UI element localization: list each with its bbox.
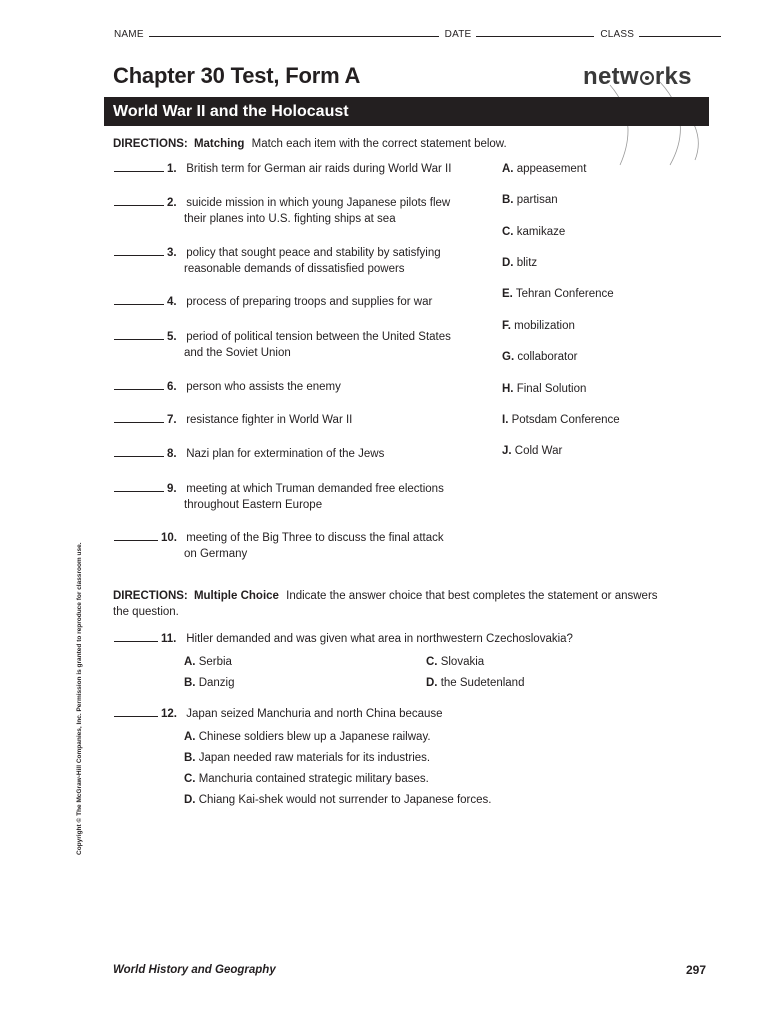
question-text: meeting of the Big Three to discuss the final attack bbox=[186, 532, 444, 544]
answer-option-d bbox=[502, 255, 537, 271]
name-label: NAME bbox=[114, 29, 144, 40]
answer-letter: C. bbox=[502, 226, 514, 238]
question-text: Japan seized Manchuria and north China because bbox=[186, 708, 443, 720]
answer-blank[interactable] bbox=[114, 481, 164, 492]
class-blank[interactable] bbox=[639, 26, 721, 37]
q12-choice-d bbox=[184, 792, 491, 808]
page-title: Chapter 30 Test, Form A bbox=[113, 63, 361, 88]
answer-blank[interactable] bbox=[114, 195, 164, 206]
question-number: 12. bbox=[161, 708, 177, 720]
answer-blank[interactable] bbox=[114, 294, 164, 305]
answer-letter: F. bbox=[502, 320, 511, 332]
choice-text: Manchuria contained strategic military bases. bbox=[198, 773, 429, 785]
choice-letter: A. bbox=[184, 731, 196, 743]
choice-text: Serbia bbox=[198, 656, 232, 668]
question-number: 10. bbox=[161, 532, 177, 544]
answer-option-i bbox=[502, 412, 620, 428]
choice-text: Chiang Kai-shek would not surrender to Japanese forces. bbox=[198, 794, 492, 806]
matching-question-4 bbox=[114, 294, 432, 310]
question-number: 7. bbox=[167, 414, 177, 426]
question-text: Hitler demanded and was given what area in northwestern Czechoslovakia? bbox=[186, 633, 573, 645]
answer-text: Cold War bbox=[514, 445, 563, 457]
answer-option-a bbox=[502, 161, 586, 177]
question-text: British term for German air raids during World War II bbox=[186, 163, 452, 175]
question-number: 5. bbox=[167, 331, 177, 343]
question-number: 1. bbox=[167, 163, 177, 175]
mc-question-11 bbox=[114, 631, 573, 647]
question-text: person who assists the enemy bbox=[186, 381, 341, 393]
choice-letter: C. bbox=[184, 773, 196, 785]
answer-letter: A. bbox=[502, 163, 514, 175]
question-number: 3. bbox=[167, 247, 177, 259]
question-text: resistance fighter in World War II bbox=[186, 414, 353, 426]
answer-blank[interactable] bbox=[114, 245, 164, 256]
q11-choice-d bbox=[426, 675, 524, 691]
question-text: Nazi plan for extermination of the Jews bbox=[186, 448, 385, 460]
date-label: DATE bbox=[444, 29, 472, 40]
q12-choice-b bbox=[184, 750, 430, 766]
answer-letter: I. bbox=[502, 414, 509, 426]
answer-letter: G. bbox=[502, 351, 515, 363]
question-text: suicide mission in which young Japanese pilots flew bbox=[186, 197, 451, 209]
q12-choice-a bbox=[184, 729, 431, 745]
choice-letter: D. bbox=[184, 794, 196, 806]
multiple-choice-directions-cont: the question. bbox=[113, 606, 179, 618]
answer-letter: D. bbox=[502, 257, 514, 269]
question-number: 4. bbox=[167, 296, 177, 308]
question-text-cont: throughout Eastern Europe bbox=[184, 499, 323, 511]
matching-question-2 bbox=[114, 195, 450, 227]
q11-choice-c bbox=[426, 654, 484, 670]
choice-letter: C. bbox=[426, 656, 438, 668]
chapter-subtitle-band: World War II and the Holocaust bbox=[104, 97, 709, 126]
question-text-cont: and the Soviet Union bbox=[184, 347, 291, 359]
question-number: 2. bbox=[167, 197, 177, 209]
answer-blank[interactable] bbox=[114, 329, 164, 340]
q12-choice-c bbox=[184, 771, 429, 787]
answer-text: appeasement bbox=[516, 163, 587, 175]
question-text: period of political tension between the United States bbox=[186, 331, 451, 343]
class-label: CLASS bbox=[600, 29, 635, 40]
choice-letter: B. bbox=[184, 677, 196, 689]
answer-option-b bbox=[502, 192, 558, 208]
directions-label: DIRECTIONS: bbox=[113, 138, 188, 150]
answer-option-e bbox=[502, 286, 614, 302]
choice-text: Chinese soldiers blew up a Japanese railway. bbox=[198, 731, 431, 743]
question-number: 9. bbox=[167, 483, 177, 495]
answer-blank[interactable] bbox=[114, 379, 164, 390]
answer-option-j bbox=[502, 443, 562, 459]
choice-text: Danzig bbox=[198, 677, 235, 689]
question-text: process of preparing troops and supplies for war bbox=[186, 296, 433, 308]
choice-text: Japan needed raw materials for its industries. bbox=[198, 752, 431, 764]
answer-blank[interactable] bbox=[114, 706, 158, 717]
q11-choice-a bbox=[184, 654, 232, 670]
matching-question-8 bbox=[114, 446, 384, 462]
question-text: meeting at which Truman demanded free elections bbox=[186, 483, 444, 495]
answer-letter: J. bbox=[502, 445, 512, 457]
choice-letter: A. bbox=[184, 656, 196, 668]
question-text-cont: their planes into U.S. fighting ships at sea bbox=[184, 213, 396, 225]
directions-text: Match each item with the correct statement below. bbox=[251, 138, 507, 150]
matching-question-6 bbox=[114, 379, 341, 395]
choice-text: Slovakia bbox=[440, 656, 485, 668]
logo-text-start: netw bbox=[583, 63, 639, 90]
answer-blank[interactable] bbox=[114, 412, 164, 423]
answer-letter: H. bbox=[502, 383, 514, 395]
question-number: 6. bbox=[167, 381, 177, 393]
matching-question-1 bbox=[114, 161, 451, 177]
answer-text: Final Solution bbox=[516, 383, 587, 395]
choice-letter: D. bbox=[426, 677, 438, 689]
answer-letter: E. bbox=[502, 288, 513, 300]
answer-option-f bbox=[502, 318, 575, 334]
answer-blank[interactable] bbox=[114, 446, 164, 457]
directions-label: DIRECTIONS: bbox=[113, 590, 188, 602]
directions-type: Multiple Choice bbox=[193, 590, 279, 602]
answer-option-c bbox=[502, 224, 565, 240]
answer-text: Potsdam Conference bbox=[511, 414, 620, 426]
answer-option-h bbox=[502, 381, 586, 397]
directions-text: Indicate the answer choice that best completes the statement or answers bbox=[286, 590, 658, 602]
answer-text: mobilization bbox=[514, 320, 575, 332]
matching-question-10 bbox=[114, 530, 444, 562]
answer-blank[interactable] bbox=[114, 530, 158, 541]
question-number: 11. bbox=[161, 633, 177, 645]
directions-type: Matching bbox=[193, 138, 245, 150]
footer-book-title: World History and Geography bbox=[113, 964, 276, 976]
footer-page-number: 297 bbox=[686, 963, 707, 977]
logo-text-end: rks bbox=[654, 63, 692, 90]
choice-text: the Sudetenland bbox=[440, 677, 525, 689]
q11-choice-b bbox=[184, 675, 235, 691]
answer-letter: B. bbox=[502, 194, 514, 206]
question-text-cont: on Germany bbox=[184, 548, 248, 560]
answer-option-g bbox=[502, 349, 577, 365]
matching-question-7 bbox=[114, 412, 352, 428]
header-fields bbox=[114, 26, 721, 40]
answer-text: partisan bbox=[516, 194, 558, 206]
multiple-choice-directions bbox=[113, 588, 658, 604]
answer-text: Tehran Conference bbox=[515, 288, 614, 300]
question-text-cont: reasonable demands of dissatisfied powers bbox=[184, 263, 405, 275]
matching-question-9 bbox=[114, 481, 444, 513]
mc-question-12 bbox=[114, 706, 443, 722]
answer-text: collaborator bbox=[517, 351, 578, 363]
choice-letter: B. bbox=[184, 752, 196, 764]
date-blank[interactable] bbox=[476, 26, 594, 37]
answer-text: blitz bbox=[516, 257, 538, 269]
matching-question-3 bbox=[114, 245, 441, 277]
name-blank[interactable] bbox=[149, 26, 439, 37]
question-text: policy that sought peace and stability by satisfying bbox=[186, 247, 441, 259]
matching-question-5 bbox=[114, 329, 451, 361]
answer-text: kamikaze bbox=[516, 226, 566, 238]
matching-directions bbox=[113, 136, 507, 152]
answer-blank[interactable] bbox=[114, 161, 164, 172]
answer-blank[interactable] bbox=[114, 631, 158, 642]
copyright-notice: Copyright © The McGraw-Hill Companies, Inc. Permission is granted to reproduce for classroom use. bbox=[76, 542, 83, 855]
question-number: 8. bbox=[167, 448, 177, 460]
